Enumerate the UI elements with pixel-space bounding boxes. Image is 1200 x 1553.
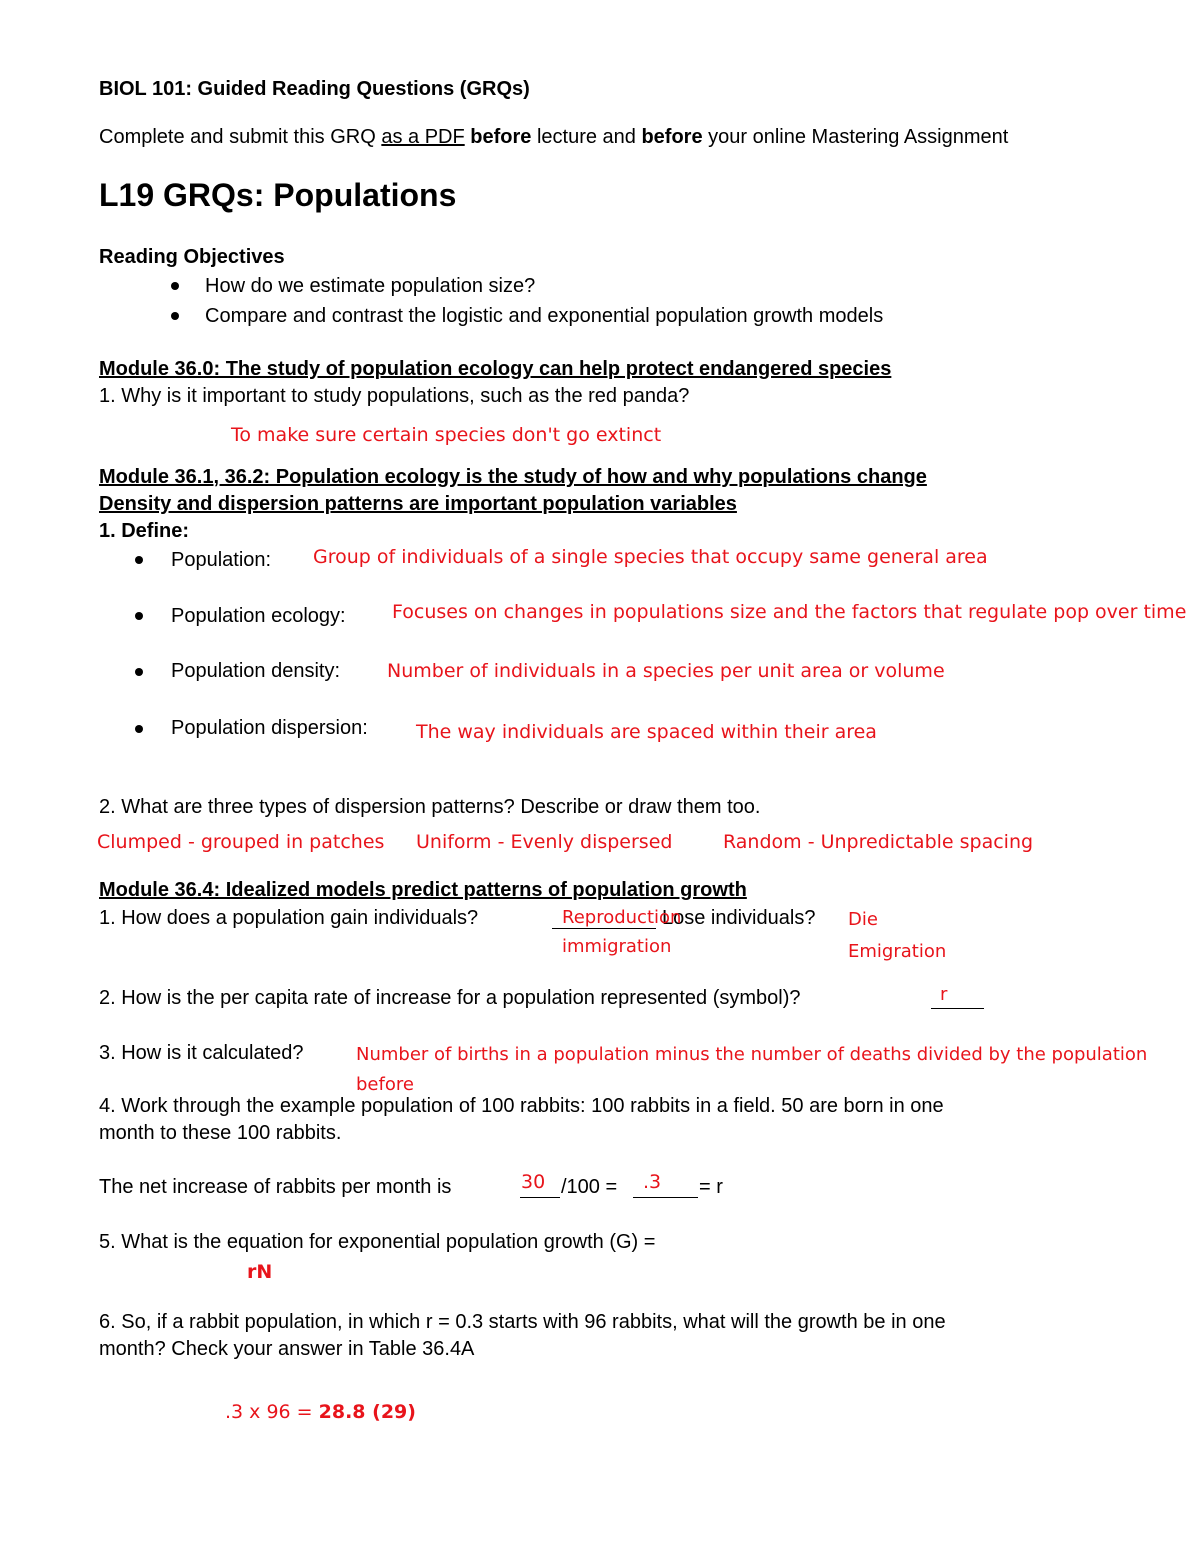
net-answer-2: .3: [643, 1171, 662, 1193]
net-increase-label: The net increase of rabbits per month is: [99, 1176, 452, 1198]
module-36-1-heading: Module 36.1, 36.2: Population ecology is the study of how and why populations change: [99, 466, 927, 488]
instr-text-before-2: before: [641, 126, 703, 148]
instr-text-5: lecture and: [531, 126, 642, 148]
bullet-dot: [135, 725, 143, 733]
question-text: Lose individuals?: [662, 907, 816, 929]
objective-item: Compare and contrast the logistic and exponential population growth models: [205, 305, 884, 327]
term-label: Population ecology:: [171, 605, 346, 627]
symbol-answer: r: [940, 984, 948, 1005]
final-answer-calc: .3 x 96 =: [225, 1401, 319, 1423]
page-title: L19 GRQs: Populations: [99, 177, 457, 213]
course-code: BIOL 101: [99, 78, 186, 100]
module-36-2-heading: Density and dispersion patterns are important population variables: [99, 493, 737, 515]
pattern-answer-uniform: Uniform - Evenly dispersed: [416, 831, 673, 853]
instr-text-before-1: before: [470, 126, 532, 148]
course-title: : Guided Reading Questions (GRQs): [185, 78, 530, 100]
module-36-4-heading: Module 36.4: Idealized models predict patterns of population growth: [99, 879, 747, 901]
answer-blank: [520, 1197, 560, 1198]
bullet-dot: [135, 556, 143, 564]
module-36-0-heading: Module 36.0: The study of population ecology can help protect endangered species: [99, 358, 892, 380]
question-text: 5. What is the equation for exponential population growth (G) =: [99, 1231, 656, 1253]
question-text: 2. What are three types of dispersion patterns? Describe or draw them too.: [99, 796, 761, 818]
question-text: 1. Why is it important to study populations, such as the red panda?: [99, 385, 690, 407]
submission-instructions: [99, 125, 1008, 149]
final-answer: [225, 1400, 416, 1424]
term-answer: Number of individuals in a species per unit area or volume: [387, 660, 945, 682]
question-text: 4. Work through the example population of 100 rabbits: 100 rabbits in a field. 50 are born in one: [99, 1095, 944, 1117]
term-label: Population density:: [171, 660, 341, 682]
net-increase-mid: /100 =: [561, 1176, 618, 1198]
objectives-heading: Reading Objectives: [99, 246, 285, 268]
gain-answer-1: Reproduction: [562, 907, 682, 928]
term-answer: The way individuals are spaced within their area: [416, 721, 877, 743]
answer-text: To make sure certain species don't go extinct: [231, 424, 662, 446]
bullet-dot: [135, 612, 143, 620]
instr-text-pdf: as a PDF: [381, 126, 465, 148]
bullet-dot: [171, 282, 179, 290]
objective-item: How do we estimate population size?: [205, 275, 536, 297]
question-text: month to these 100 rabbits.: [99, 1122, 342, 1144]
lose-answer-1: Die: [848, 909, 878, 930]
question-text: 2. How is the per capita rate of increase for a population represented (symbol)?: [99, 987, 801, 1009]
answer-blank: [931, 1008, 984, 1009]
course-header: [99, 77, 530, 101]
final-answer-result: 28.8 (29): [318, 1401, 416, 1423]
net-increase-end: = r: [699, 1176, 723, 1198]
instr-text-1: Complete and submit this GRQ: [99, 126, 382, 148]
pattern-answer-random: Random - Unpredictable spacing: [723, 831, 1034, 853]
equation-answer: rN: [247, 1261, 273, 1283]
question-text: 1. How does a population gain individuals?: [99, 907, 479, 929]
term-answer: Focuses on changes in populations size and the factors that regulate pop over time: [392, 601, 1187, 623]
term-label: Population dispersion:: [171, 717, 368, 739]
bullet-dot: [135, 668, 143, 676]
calc-answer-line1: Number of births in a population minus the number of deaths divided by the population: [356, 1044, 1148, 1065]
answer-blank: [633, 1197, 698, 1198]
gain-answer-2: immigration: [562, 936, 672, 957]
bullet-dot: [171, 312, 179, 320]
lose-answer-2: Emigration: [848, 941, 947, 962]
net-answer-1: 30: [521, 1171, 546, 1193]
term-label: Population:: [171, 549, 272, 571]
question-text: month? Check your answer in Table 36.4A: [99, 1338, 475, 1360]
pattern-answer-clumped: Clumped - grouped in patches: [97, 831, 385, 853]
instr-text-7: your online Mastering Assignment: [702, 126, 1009, 148]
question-text: 6. So, if a rabbit population, in which r = 0.3 starts with 96 rabbits, what will the growth be in one: [99, 1311, 946, 1333]
define-label: 1. Define:: [99, 520, 190, 542]
term-answer: Group of individuals of a single species that occupy same general area: [313, 546, 988, 568]
calc-answer-line2: before: [356, 1074, 414, 1095]
question-text: 3. How is it calculated?: [99, 1042, 304, 1064]
